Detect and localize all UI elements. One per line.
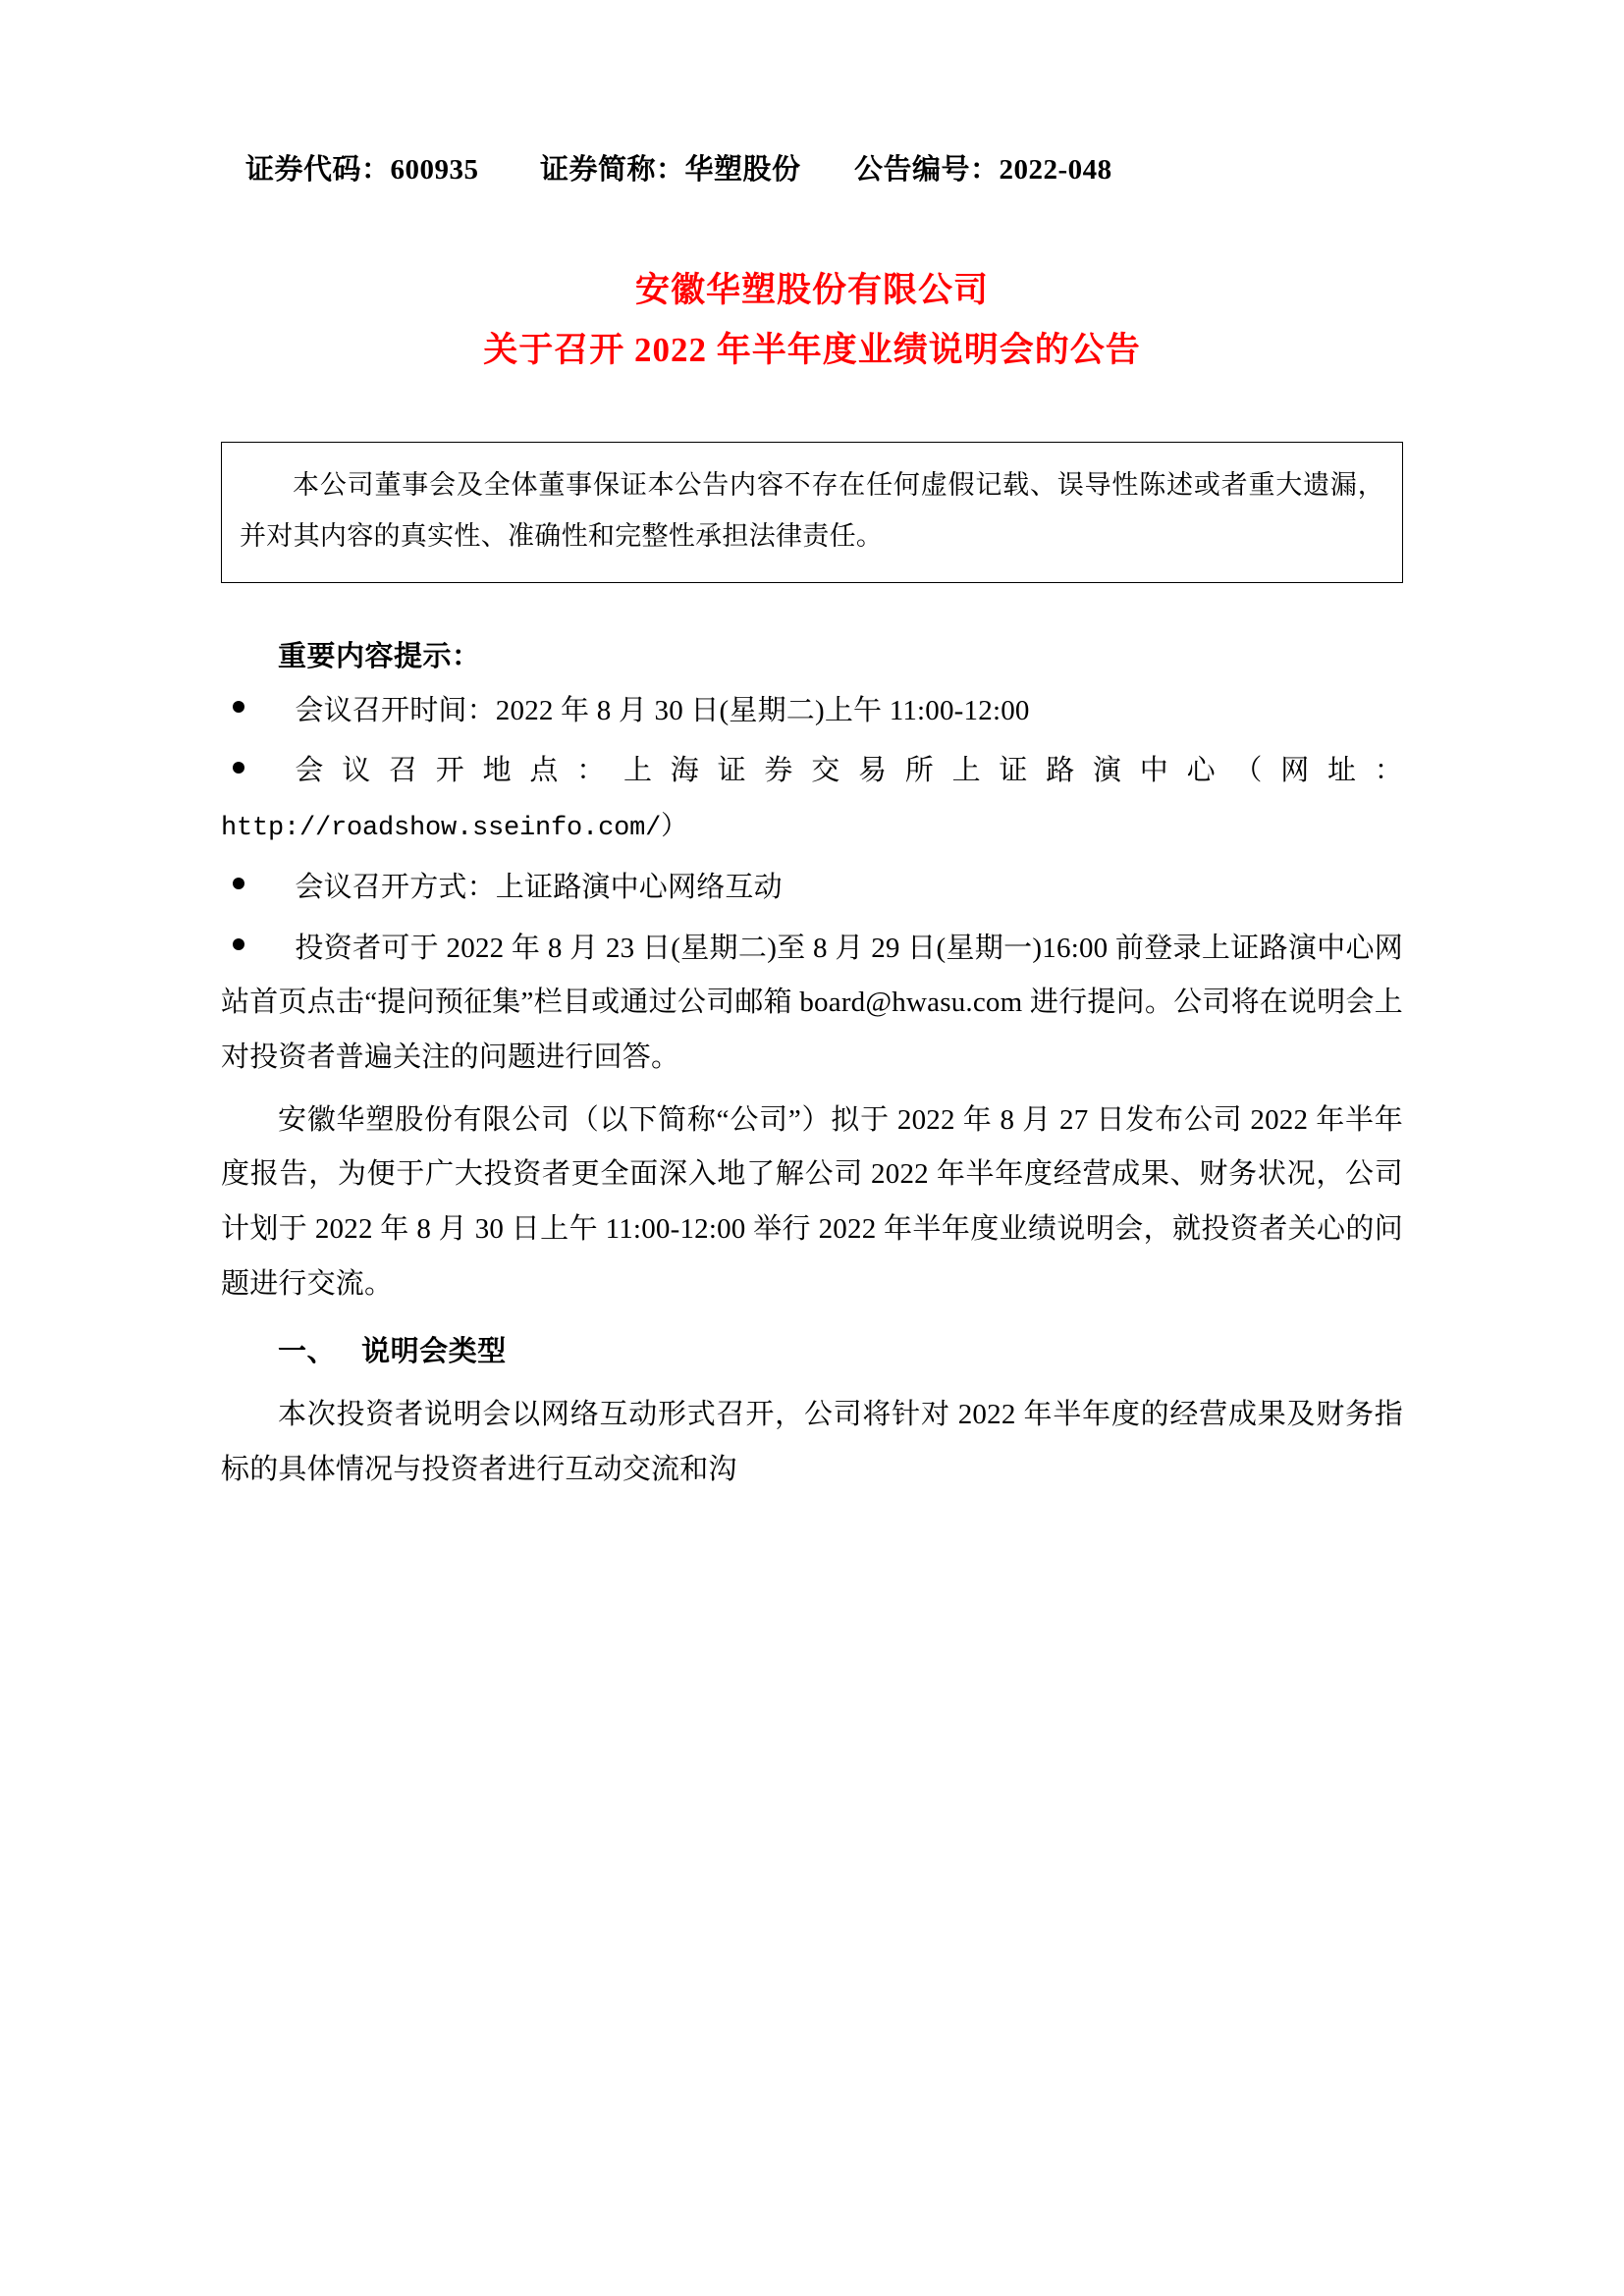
roadshow-url: http://roadshow.sseinfo.com/） xyxy=(221,814,687,844)
title-line-company: 安徽华塑股份有限公司 xyxy=(634,271,989,309)
security-code: 证券代码：600935 xyxy=(245,154,479,186)
important-notice-heading: 重要内容提示： xyxy=(278,640,481,672)
list-item xyxy=(221,684,1403,739)
list-item xyxy=(221,861,1403,916)
security-abbreviation: 证券简称：华塑股份 xyxy=(540,154,801,186)
intro-paragraph: 安徽华塑股份有限公司（以下简称“公司”）拟于 2022 年 8 月 27 日发布公司 2022 年半年度报告，为便于广大投资者更全面深入地了解公司 2022 年半年度经营成果、财务状况，公司计划于 2022 年 8 月 30 日上午 11:00-12:00 举行 2022 年半年度业绩说明会，就投资者关心的问题进行交流。 xyxy=(221,1103,1403,1300)
disclaimer-text: 本公司董事会及全体董事保证本公告内容不存在任何虚假记载、误导性陈述或者重大遗漏，并对其内容的真实性、准确性和完整性承担法律责任。 xyxy=(240,469,1384,552)
document-header xyxy=(245,147,1403,187)
disclaimer-box xyxy=(221,442,1403,583)
list-item xyxy=(221,744,1403,855)
section-1-number: 一、 xyxy=(278,1336,337,1368)
bullet-text: 会议召开时间：2022 年 8 月 30 日(星期二)上午 11:00-12:00 xyxy=(295,694,1030,726)
bullet-text: 投资者可于 2022 年 8 月 23 日(星期二)至 8 月 29 日(星期一)16:00 前登录上证路演中心网站首页点击“提问预征集”栏目或通过公司邮箱 board@hwasu.com 进行提问。公司将在说明会上对投资者普遍关注的问题进行回答。 xyxy=(221,932,1403,1073)
bullet-text xyxy=(221,744,1403,855)
list-item xyxy=(221,922,1403,1086)
section-1-paragraph: 本次投资者说明会以网络互动形式召开，公司将针对 2022 年半年度的经营成果及财务指标的具体情况与投资者进行互动交流和沟 xyxy=(221,1399,1403,1485)
title-line-subject: 关于召开 2022 年半年度业绩说明会的公告 xyxy=(483,331,1141,370)
section-1-title: 说明会类型 xyxy=(361,1336,507,1368)
important-notice-list xyxy=(221,684,1403,1086)
page-title xyxy=(221,260,1403,381)
bullet-text: 会议召开方式：上证路演中心网络互动 xyxy=(295,871,783,903)
announcement-number: 公告编号：2022-048 xyxy=(854,154,1112,186)
bullet-text-main: 会议召开地点：上海证券交易所上证路演中心（网址： xyxy=(295,755,1403,787)
bullet-dot-icon xyxy=(233,762,244,774)
section-1-heading xyxy=(221,1325,1403,1380)
bullet-dot-icon xyxy=(233,938,244,950)
